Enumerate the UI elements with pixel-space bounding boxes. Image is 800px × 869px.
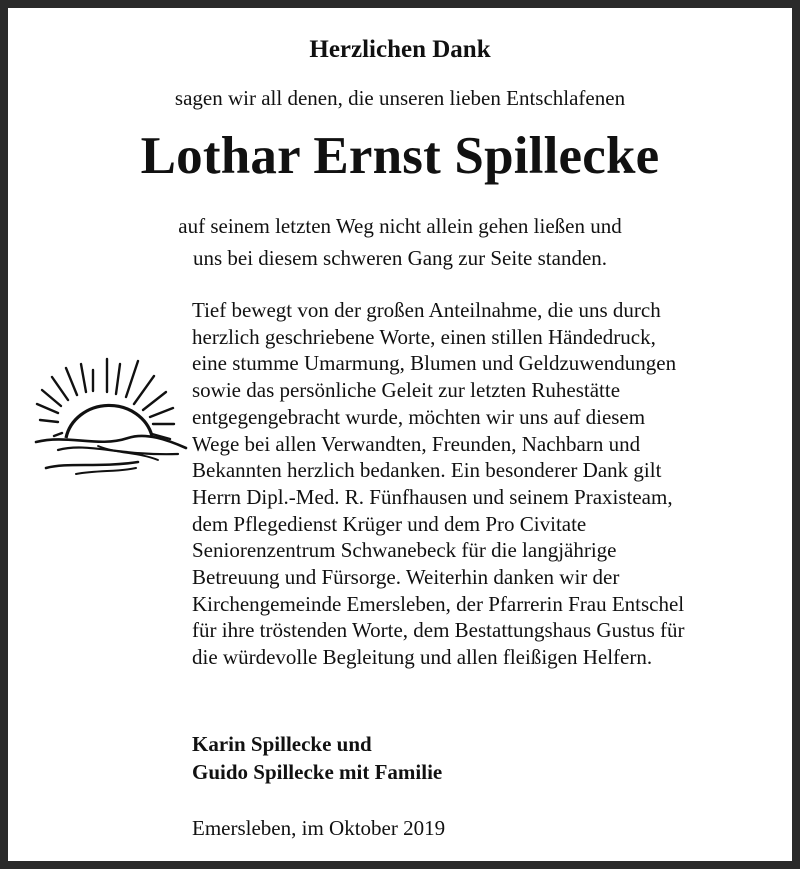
notice-body [192, 297, 792, 671]
subtext-line: auf seinem letzten Weg nicht allein gehen ließen und [178, 214, 622, 238]
sunset-over-hills-icon [28, 350, 188, 482]
body-line: Tief bewegt von der großen Anteilnahme, die uns durch [192, 298, 661, 322]
notice-intro: sagen wir all denen, die unseren lieben Entschlafenen [174, 86, 626, 110]
body-line: sowie das persönliche Geleit zur letzten Ruhestätte [192, 378, 621, 403]
signature-line: Guido Spillecke mit Familie [192, 760, 443, 784]
body-line: Seniorenzentrum Schwanebeck für die langjährige [192, 538, 617, 563]
subtext-line: uns bei diesem schweren Gang zur Seite standen. [192, 246, 608, 270]
body-line: eine stumme Umarmung, Blumen und Geldzuwendungen [192, 351, 677, 376]
body-line: dem Pflegedienst Krüger und dem Pro Civitate [192, 511, 587, 536]
body-line: Wege bei allen Verwandten, Freunden, Nachbarn und [192, 431, 641, 456]
body-line: die würdevolle Begleitung und allen fleißigen Helfern. [192, 645, 653, 670]
body-line: Betreuung und Fürsorge. Weiterhin danken wir der [192, 565, 620, 590]
deceased-name: Lothar Ernst Spillecke [140, 127, 660, 185]
body-line: herzlich geschriebene Worte, einen stillen Händedruck, [192, 324, 656, 349]
body-line: für ihre tröstenden Worte, dem Bestattungshaus Gustus für [192, 618, 685, 643]
notice-heading: Herzlichen Dank [309, 36, 491, 63]
notice-subtext [8, 210, 792, 274]
body-line: Kirchengemeinde Emersleben, der Pfarrerin Frau Entschel [192, 591, 685, 616]
signature-line: Karin Spillecke und [192, 732, 372, 756]
place-and-date: Emersleben, im Oktober 2019 [192, 816, 446, 840]
body-line: entgegengebracht wurde, möchten wir uns auf diesem [192, 404, 646, 429]
body-line: Bekannten herzlich bedanken. Ein besonderer Dank gilt [192, 458, 662, 483]
signature-block [192, 730, 442, 786]
body-line: Herrn Dipl.-Med. R. Fünfhausen und seinem Praxisteam, [192, 484, 673, 509]
